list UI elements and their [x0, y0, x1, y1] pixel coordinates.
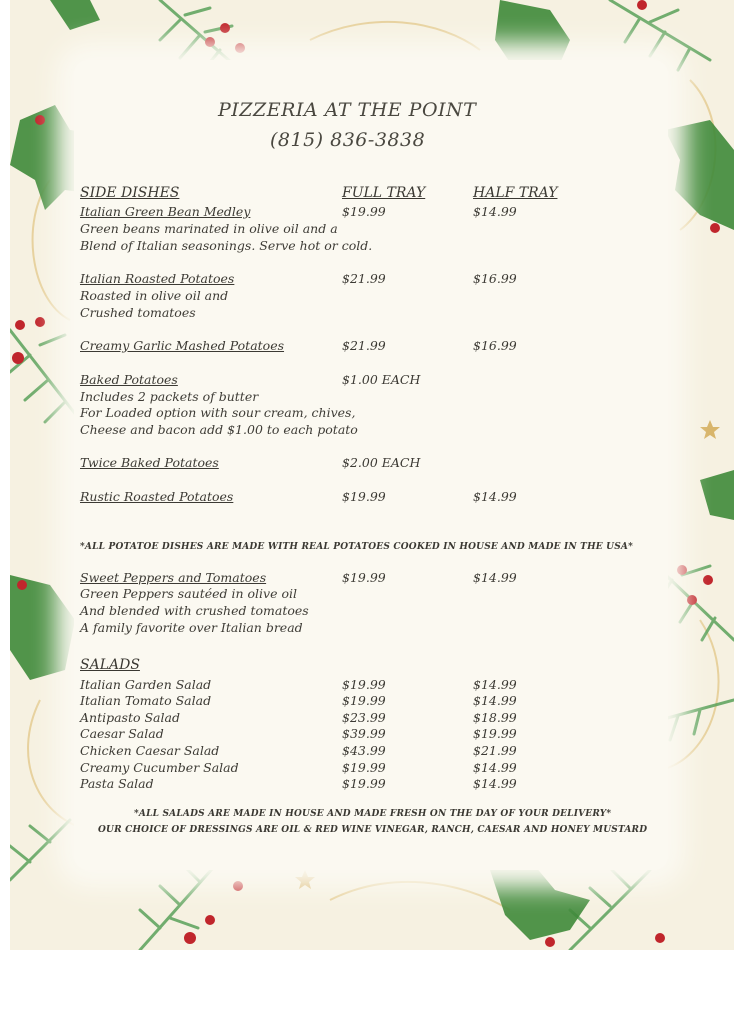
menu-item-name: Italian Roasted Potatoes [80, 271, 235, 286]
salad-name: Italian Garden Salad [80, 677, 212, 692]
full-tray-price: $19.99 [342, 693, 386, 708]
menu-item-name: Twice Baked Potatoes [80, 455, 219, 470]
pine-sprig [660, 700, 734, 740]
half-tray-price: $14.99 [473, 570, 517, 585]
berry [545, 937, 555, 947]
berry [655, 933, 665, 943]
holly-leaf [10, 575, 75, 680]
full-tray-price: $19.99 [342, 677, 386, 692]
restaurant-phone: (815) 836-3838 [270, 129, 426, 151]
berry [233, 881, 243, 891]
gold-star [295, 870, 315, 889]
menu-item-description: A family favorite over Italian bread [80, 620, 303, 635]
half-tray-price: $18.99 [473, 710, 517, 725]
menu-item-description: Blend of Italian seasonings. Serve hot or cold. [80, 238, 373, 253]
menu-item-description: Green beans marinated in olive oil and a [80, 221, 338, 236]
menu-item-name: Rustic Roasted Potatoes [80, 489, 234, 504]
gold-swirl [310, 22, 480, 50]
salad-note: *ALL SALADS ARE MADE IN HOUSE AND MADE FRESH ON THE DAY OF YOUR DELIVERY* [134, 809, 612, 819]
berry [35, 115, 45, 125]
menu-item-description: Includes 2 packets of butter [80, 389, 259, 404]
menu-item-name: Baked Potatoes [80, 372, 178, 387]
full-tray-price: $21.99 [342, 338, 386, 353]
berry [235, 43, 245, 53]
salad-name: Italian Tomato Salad [80, 693, 212, 708]
full-tray-price: $21.99 [342, 271, 386, 286]
salad-name: Caesar Salad [80, 726, 164, 741]
full-tray-price: $1.00 EACH [342, 372, 421, 387]
full-tray-price: $23.99 [342, 710, 386, 725]
menu-item-description: Green Peppers sautéed in olive oil [80, 586, 297, 601]
salads-heading: SALADS [80, 657, 140, 673]
holly-leaf [665, 120, 734, 230]
full-tray-price: $2.00 EACH [342, 455, 421, 470]
berry [677, 565, 687, 575]
pine-sprig [10, 820, 70, 880]
full-tray-price: $43.99 [342, 743, 386, 758]
berry [703, 575, 713, 585]
half-tray-price: $21.99 [473, 743, 517, 758]
gold-star [700, 420, 720, 439]
menu-item-description: For Loaded option with sour cream, chives, [80, 405, 356, 420]
berry [17, 580, 27, 590]
pine-sprig [140, 860, 220, 950]
full-tray-price: $19.99 [342, 489, 386, 504]
half-tray-price: $16.99 [473, 271, 517, 286]
gold-swirl [660, 620, 719, 770]
holly-leaf [700, 470, 734, 520]
half-tray-price: $14.99 [473, 776, 517, 791]
salad-name: Creamy Cucumber Salad [80, 760, 239, 775]
half-tray-price: $14.99 [473, 693, 517, 708]
salad-name: Antipasto Salad [80, 710, 180, 725]
half-tray-price: $14.99 [473, 677, 517, 692]
menu-item-description: And blended with crushed tomatoes [80, 603, 309, 618]
berry [687, 595, 697, 605]
full-tray-price: $19.99 [342, 776, 386, 791]
berry [637, 0, 647, 10]
full-tray-price: $19.99 [342, 760, 386, 775]
menu-item-name: Italian Green Bean Medley [80, 204, 251, 219]
berry [184, 932, 196, 944]
menu-item-name: Sweet Peppers and Tomatoes [80, 570, 267, 585]
berry [220, 23, 230, 33]
dressing-note: OUR CHOICE OF DRESSINGS ARE OIL & RED WINE VINEGAR, RANCH, CAESAR AND HONEY MUSTARD [98, 825, 648, 835]
full-tray-price: $39.99 [342, 726, 386, 741]
potato-note: *ALL POTATOE DISHES ARE MADE WITH REAL POTATOES COOKED IN HOUSE AND MADE IN THE USA* [80, 542, 633, 552]
menu-item-name: Creamy Garlic Mashed Potatoes [80, 338, 285, 353]
half-tray-heading: HALF TRAY [473, 185, 558, 201]
menu-item-description: Roasted in olive oil and [80, 288, 229, 303]
restaurant-name: PIZZERIA AT THE POINT [218, 99, 477, 121]
menu-item-description: Crushed tomatoes [80, 305, 196, 320]
half-tray-price: $19.99 [473, 726, 517, 741]
berry [15, 320, 25, 330]
half-tray-price: $14.99 [473, 204, 517, 219]
full-tray-price: $19.99 [342, 570, 386, 585]
berry [205, 37, 215, 47]
berry [710, 223, 720, 233]
half-tray-price: $14.99 [473, 489, 517, 504]
half-tray-price: $14.99 [473, 760, 517, 775]
berry [12, 352, 24, 364]
menu-item-description: Cheese and bacon add $1.00 to each potato [80, 422, 358, 437]
holly-leaf [490, 860, 590, 940]
pine-sprig [10, 330, 80, 422]
full-tray-heading: FULL TRAY [342, 185, 426, 201]
full-tray-price: $19.99 [342, 204, 386, 219]
berry [35, 317, 45, 327]
salad-name: Pasta Salad [80, 776, 154, 791]
berry [205, 915, 215, 925]
half-tray-price: $16.99 [473, 338, 517, 353]
gold-swirl [330, 882, 510, 910]
side-dishes-heading: SIDE DISHES [80, 185, 180, 201]
salad-name: Chicken Caesar Salad [80, 743, 220, 758]
holly-leaf [50, 0, 100, 30]
